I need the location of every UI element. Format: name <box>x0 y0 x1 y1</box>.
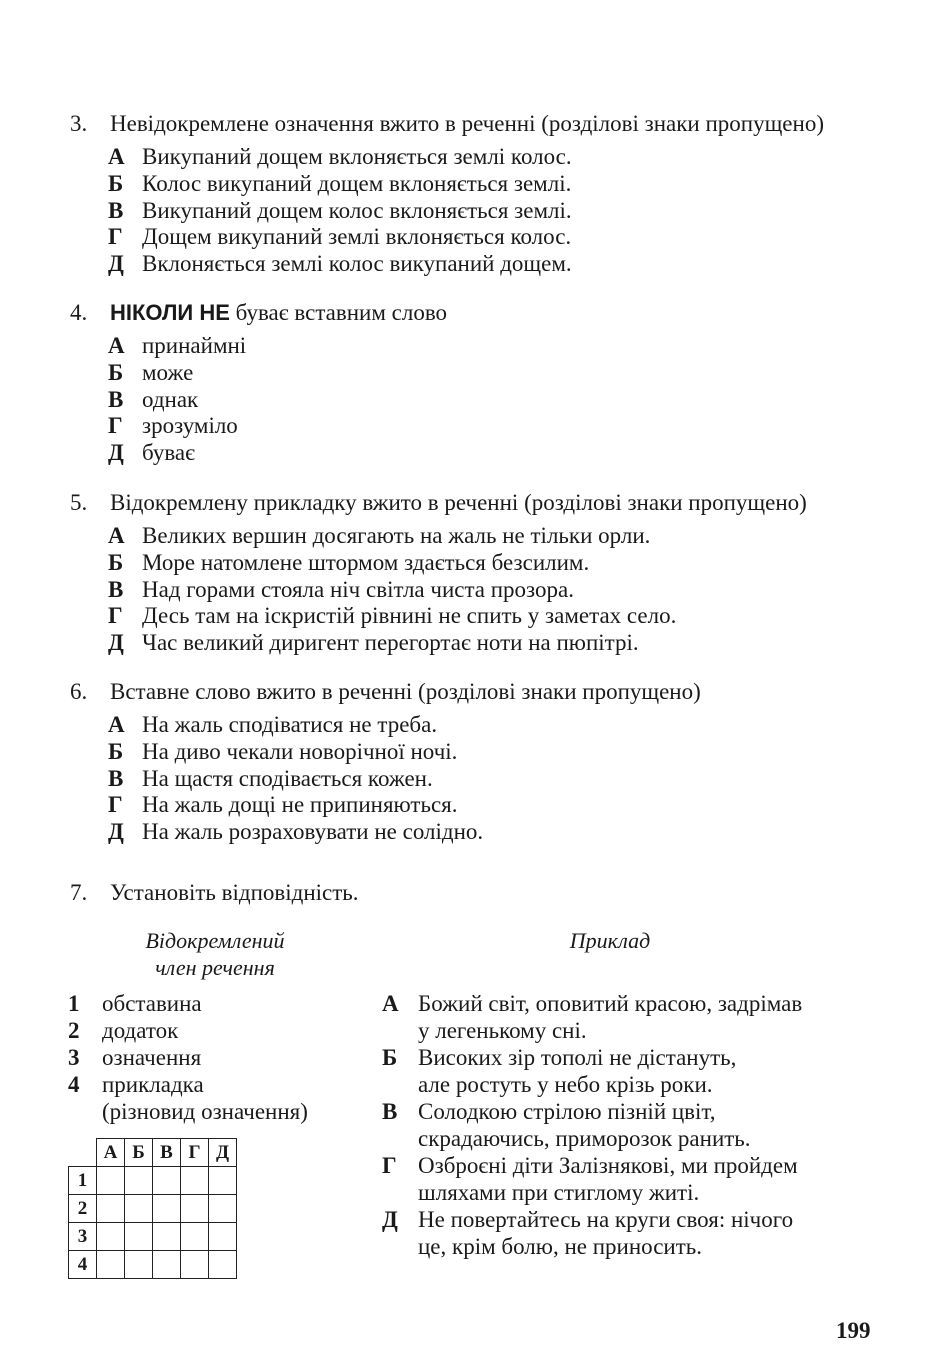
option-letter: Б <box>108 170 124 196</box>
grid-row <box>69 1251 237 1279</box>
example-line: але ростуть у небо крізь роки. <box>418 1072 713 1097</box>
option-b <box>108 360 900 387</box>
grid-cell[interactable] <box>97 1251 125 1279</box>
question-text: Установіть відповідність. <box>110 880 359 905</box>
example-line: шляхами при стиглому житі. <box>418 1180 700 1205</box>
option-v <box>108 766 900 793</box>
option-a <box>108 712 900 739</box>
grid-row-header: 2 <box>69 1195 97 1223</box>
option-letter: А <box>108 712 125 737</box>
answer-grid <box>68 1138 237 1279</box>
example-g <box>382 1152 802 1206</box>
item-number: 4 <box>68 1072 80 1097</box>
option-d <box>108 819 900 846</box>
grid-cell[interactable] <box>125 1167 153 1195</box>
option-b <box>108 171 900 198</box>
page-number: 199 <box>836 1318 871 1343</box>
option-text: принаймні <box>142 333 247 358</box>
grid-cell[interactable] <box>153 1167 181 1195</box>
example-line: скрадаючись, приморозок ранить. <box>418 1126 751 1151</box>
option-text: Дощем викупаний землі вклоняється колос. <box>142 224 572 250</box>
question-5 <box>70 489 900 657</box>
example-line: Божий світ, оповитий красою, задрімав <box>418 991 803 1016</box>
list-item <box>68 1017 308 1044</box>
option-letter: Д <box>108 251 124 277</box>
option-letter: Г <box>108 224 123 250</box>
option-letter: В <box>108 197 124 223</box>
option-letter: А <box>108 523 125 548</box>
option-g <box>108 413 900 440</box>
grid-header-row <box>69 1139 237 1167</box>
grid-row-header: 4 <box>69 1251 97 1279</box>
grid-cell[interactable] <box>125 1195 153 1223</box>
option-text: Вклоняється землі колос викупаний дощем. <box>142 251 572 277</box>
grid-cell[interactable] <box>181 1251 209 1279</box>
grid-cell[interactable] <box>209 1167 237 1195</box>
example-letter: А <box>382 991 399 1016</box>
question-text: Невідокремлене означення вжито в реченні (розділові знаки пропущено) <box>110 111 824 136</box>
example-line: Озброєні діти Залізнякові, ми пройдем <box>418 1153 798 1178</box>
left-header-line-1: Відокремлений <box>145 928 285 953</box>
option-v <box>108 198 900 225</box>
example-a <box>382 990 802 1044</box>
item-text: обставина <box>102 991 202 1016</box>
item-continuation: (різновид означення) <box>102 1099 308 1124</box>
option-text: На жаль розраховувати не солідно. <box>142 819 484 845</box>
option-letter: А <box>108 144 125 169</box>
grid-cell[interactable] <box>181 1195 209 1223</box>
question-number: 4. <box>70 300 88 325</box>
grid-cell[interactable] <box>153 1223 181 1251</box>
question-6 <box>70 678 900 846</box>
question-number: 6. <box>70 679 88 704</box>
example-letter: Г <box>382 1153 397 1178</box>
option-g <box>108 792 900 819</box>
grid-cell[interactable] <box>209 1223 237 1251</box>
example-letter: В <box>382 1099 398 1124</box>
example-line: Солодкою стрілою пізній цвіт, <box>418 1099 716 1124</box>
question-3 <box>70 110 900 278</box>
option-letter: Д <box>108 819 124 845</box>
option-a <box>108 333 900 360</box>
list-item <box>68 990 308 1017</box>
grid-row <box>69 1223 237 1251</box>
example-b <box>382 1044 802 1098</box>
grid-col-header: В <box>153 1139 181 1167</box>
example-line: у легенькому сні. <box>418 1018 587 1043</box>
question-7 <box>70 879 900 907</box>
option-text: Викупаний дощем колос вклоняється землі. <box>142 197 572 223</box>
option-text: Море натомлене штормом здається безсилим. <box>142 549 590 575</box>
question-number: 7. <box>70 880 88 905</box>
option-text: Великих вершин досягають на жаль не тільки орли. <box>142 523 651 548</box>
example-letter: Д <box>382 1207 398 1232</box>
option-v <box>108 387 900 414</box>
item-number: 2 <box>68 1018 80 1043</box>
example-d <box>382 1206 802 1260</box>
option-text: На жаль дощі не припиняються. <box>142 792 458 818</box>
option-letter: В <box>108 576 124 602</box>
grid-row <box>69 1167 237 1195</box>
option-text: На щастя сподівається кожен. <box>142 765 433 791</box>
left-column-header <box>110 927 320 981</box>
option-g <box>108 603 900 630</box>
example-list <box>382 990 802 1260</box>
option-letter: Г <box>108 413 123 439</box>
question-text: буває вставним слово <box>229 300 448 325</box>
option-letter: Д <box>108 440 124 466</box>
grid-row-header: 3 <box>69 1223 97 1251</box>
item-number: 3 <box>68 1045 80 1070</box>
option-a <box>108 144 900 171</box>
option-text: На жаль сподіватися не треба. <box>142 712 438 737</box>
grid-cell[interactable] <box>209 1251 237 1279</box>
question-number: 5. <box>70 490 88 515</box>
item-number: 1 <box>68 991 80 1016</box>
left-header-line-2: член речення <box>155 955 275 980</box>
grid-cell[interactable] <box>209 1195 237 1223</box>
grid-col-header: Г <box>181 1139 209 1167</box>
option-letter: Г <box>108 603 123 629</box>
option-letter: Б <box>108 359 124 385</box>
option-text: Десь там на іскристій рівнині не спить у заметах село. <box>142 603 677 629</box>
grid-corner <box>69 1139 97 1167</box>
grid-col-header: А <box>97 1139 125 1167</box>
grid-cell[interactable] <box>97 1195 125 1223</box>
question-text: Вставне слово вжито в реченні (розділові знаки пропущено) <box>110 679 701 704</box>
grid-cell[interactable] <box>97 1167 125 1195</box>
grid-cell[interactable] <box>181 1223 209 1251</box>
option-d <box>108 630 900 657</box>
question-4 <box>70 299 900 467</box>
item-text: означення <box>102 1045 202 1070</box>
option-d <box>108 251 900 278</box>
grid-col-header: Б <box>125 1139 153 1167</box>
option-text: Колос викупаний дощем вклоняється землі. <box>142 170 572 196</box>
member-list <box>68 990 308 1125</box>
option-text: буває <box>142 440 195 466</box>
question-emphasis: НІКОЛИ НЕ <box>110 300 230 325</box>
option-letter: Д <box>108 630 124 656</box>
grid-row <box>69 1195 237 1223</box>
option-b <box>108 739 900 766</box>
option-letter: Г <box>108 792 123 818</box>
option-d <box>108 440 900 467</box>
example-line: Не повертайтесь на круги своя: нічого <box>418 1207 794 1232</box>
option-letter: А <box>108 333 125 358</box>
option-letter: Б <box>108 738 124 764</box>
option-text: може <box>142 359 194 385</box>
grid-cell[interactable] <box>181 1167 209 1195</box>
example-v <box>382 1098 802 1152</box>
option-letter: Б <box>108 549 124 575</box>
option-letter: В <box>108 386 124 412</box>
list-item <box>68 1044 308 1071</box>
option-text: зрозуміло <box>142 413 238 439</box>
item-text: додаток <box>102 1018 179 1043</box>
option-text: Час великий диригент перегортає ноти на пюпітрі. <box>142 630 639 656</box>
option-text: Викупаний дощем вклоняється землі колос. <box>142 144 572 169</box>
option-b <box>108 550 900 577</box>
option-text: На диво чекали новорічної ночі. <box>142 738 458 764</box>
grid-cell[interactable] <box>125 1223 153 1251</box>
item-text: прикладка <box>102 1072 204 1097</box>
example-letter: Б <box>382 1045 398 1070</box>
right-column-header: Приклад <box>569 928 651 953</box>
question-text: Відокремлену прикладку вжито в реченні (розділові знаки пропущено) <box>110 490 807 515</box>
option-g <box>108 224 900 251</box>
grid-col-header: Д <box>209 1139 237 1167</box>
grid-cell[interactable] <box>125 1251 153 1279</box>
option-letter: В <box>108 765 124 791</box>
option-a <box>108 523 900 550</box>
example-line: Високих зір тополі не дістануть, <box>418 1045 737 1070</box>
question-number: 3. <box>70 111 88 136</box>
option-text: Над горами стояла ніч світла чиста прозора. <box>142 576 574 602</box>
grid-cell[interactable] <box>153 1251 181 1279</box>
option-text: однак <box>142 386 199 412</box>
grid-cell[interactable] <box>97 1223 125 1251</box>
grid-row-header: 1 <box>69 1167 97 1195</box>
grid-cell[interactable] <box>153 1195 181 1223</box>
example-line: це, крім болю, не приносить. <box>418 1234 703 1259</box>
option-v <box>108 577 900 604</box>
list-item <box>68 1071 308 1098</box>
